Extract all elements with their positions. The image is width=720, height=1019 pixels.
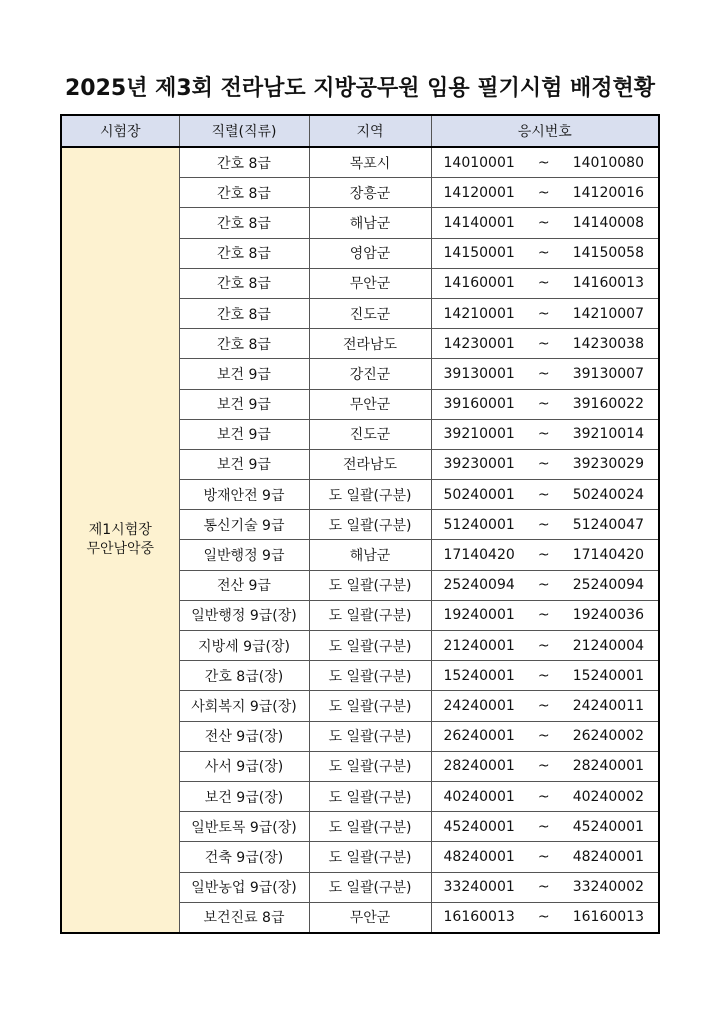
venue-school: 무안남악중 [86,540,155,557]
exam-number-from: 33240001 [443,879,515,896]
exam-number-cell [431,389,659,419]
region-cell: 도 일괄(구분) [309,570,431,600]
range-separator: ~ [537,245,550,262]
exam-number-to: 14160013 [572,275,644,292]
exam-number-from: 26240001 [443,728,515,745]
exam-number-from: 39210001 [443,426,515,443]
range-separator: ~ [537,728,550,745]
range-separator: ~ [537,275,550,292]
exam-number-from: 14210001 [443,305,515,322]
region-cell: 해남군 [309,540,431,570]
region-cell: 도 일괄(구분) [309,631,431,661]
range-separator: ~ [537,909,550,926]
position-cell: 보건진료 8급 [179,902,309,933]
range-separator: ~ [537,426,550,443]
exam-number-cell [431,661,659,691]
exam-number-from: 14140001 [443,214,515,231]
exam-number-from: 14010001 [443,154,515,171]
range-separator: ~ [537,637,550,654]
exam-number-to: 48240001 [572,848,644,865]
venue-name: 제1시험장 [88,521,152,538]
region-cell: 도 일괄(구분) [309,510,431,540]
exam-number-to: 14150058 [572,245,644,262]
exam-number-from: 45240001 [443,818,515,835]
region-cell: 영암군 [309,238,431,268]
exam-number-to: 39230029 [572,456,644,473]
range-separator: ~ [537,607,550,624]
exam-number-cell [431,600,659,630]
exam-number-to: 50240024 [572,486,644,503]
exam-number-to: 26240002 [572,728,644,745]
exam-number-to: 14140008 [572,214,644,231]
exam-number-cell [431,812,659,842]
header-position: 직렬(직류) [179,115,309,147]
region-cell: 진도군 [309,419,431,449]
exam-number-to: 39130007 [572,365,644,382]
exam-number-cell [431,178,659,208]
exam-number-from: 25240094 [443,577,515,594]
exam-number-cell [431,781,659,811]
region-cell: 도 일괄(구분) [309,781,431,811]
exam-number-to: 21240004 [572,637,644,654]
exam-number-to: 14230038 [572,335,644,352]
exam-number-from: 19240001 [443,607,515,624]
venue-cell [61,147,179,933]
region-cell: 장흥군 [309,178,431,208]
region-cell: 도 일괄(구분) [309,480,431,510]
range-separator: ~ [537,516,550,533]
position-cell: 보건 9급 [179,359,309,389]
region-cell: 도 일괄(구분) [309,842,431,872]
exam-number-to: 40240002 [572,788,644,805]
exam-number-cell [431,147,659,178]
region-cell: 도 일괄(구분) [309,721,431,751]
exam-number-cell [431,480,659,510]
region-cell: 도 일괄(구분) [309,751,431,781]
header-exam-number: 응시번호 [431,115,659,147]
range-separator: ~ [537,818,550,835]
exam-number-from: 14230001 [443,335,515,352]
range-separator: ~ [537,184,550,201]
exam-number-to: 14210007 [572,305,644,322]
range-separator: ~ [537,848,550,865]
table-body [61,147,659,933]
exam-number-cell [431,419,659,449]
header-venue: 시험장 [61,115,179,147]
exam-number-from: 17140420 [443,547,515,564]
exam-number-from: 14150001 [443,245,515,262]
exam-number-cell [431,631,659,661]
position-cell: 전산 9급 [179,570,309,600]
range-separator: ~ [537,396,550,413]
exam-number-from: 24240001 [443,697,515,714]
exam-number-to: 15240001 [572,667,644,684]
exam-number-from: 16160013 [443,909,515,926]
position-cell: 일반행정 9급(장) [179,600,309,630]
region-cell: 도 일괄(구분) [309,872,431,902]
range-separator: ~ [537,667,550,684]
table-row [61,147,659,178]
exam-number-cell [431,329,659,359]
region-cell: 도 일괄(구분) [309,691,431,721]
exam-number-to: 14010080 [572,154,644,171]
position-cell: 사회복지 9급(장) [179,691,309,721]
range-separator: ~ [537,456,550,473]
exam-number-cell [431,359,659,389]
exam-number-cell [431,449,659,479]
range-separator: ~ [537,154,550,171]
range-separator: ~ [537,214,550,231]
position-cell: 일반행정 9급 [179,540,309,570]
exam-number-cell [431,902,659,933]
exam-number-cell [431,510,659,540]
exam-number-from: 51240001 [443,516,515,533]
region-cell: 도 일괄(구분) [309,812,431,842]
range-separator: ~ [537,365,550,382]
exam-number-to: 39210014 [572,426,644,443]
exam-number-cell [431,298,659,328]
region-cell: 진도군 [309,298,431,328]
exam-number-from: 40240001 [443,788,515,805]
position-cell: 간호 8급 [179,178,309,208]
exam-number-cell [431,751,659,781]
position-cell: 간호 8급 [179,268,309,298]
exam-number-to: 51240047 [572,516,644,533]
region-cell: 강진군 [309,359,431,389]
region-cell: 무안군 [309,902,431,933]
exam-number-from: 50240001 [443,486,515,503]
header-row [61,115,659,147]
range-separator: ~ [537,577,550,594]
exam-number-from: 39160001 [443,396,515,413]
position-cell: 방재안전 9급 [179,480,309,510]
exam-number-to: 16160013 [572,909,644,926]
range-separator: ~ [537,547,550,564]
exam-number-cell [431,570,659,600]
position-cell: 통신기술 9급 [179,510,309,540]
exam-number-cell [431,540,659,570]
exam-number-to: 17140420 [572,547,644,564]
exam-number-from: 28240001 [443,758,515,775]
position-cell: 일반토목 9급(장) [179,812,309,842]
exam-number-to: 28240001 [572,758,644,775]
position-cell: 보건 9급 [179,419,309,449]
exam-number-from: 48240001 [443,848,515,865]
range-separator: ~ [537,305,550,322]
exam-number-from: 15240001 [443,667,515,684]
position-cell: 전산 9급(장) [179,721,309,751]
position-cell: 간호 8급 [179,298,309,328]
exam-number-from: 39130001 [443,365,515,382]
position-cell: 사서 9급(장) [179,751,309,781]
exam-number-from: 14120001 [443,184,515,201]
exam-number-to: 33240002 [572,879,644,896]
range-separator: ~ [537,758,550,775]
region-cell: 목포시 [309,147,431,178]
assignment-table [60,114,660,934]
position-cell: 건축 9급(장) [179,842,309,872]
exam-number-to: 24240011 [572,697,644,714]
exam-number-to: 14120016 [572,184,644,201]
region-cell: 도 일괄(구분) [309,600,431,630]
exam-number-to: 39160022 [572,396,644,413]
exam-number-cell [431,268,659,298]
exam-number-from: 14160001 [443,275,515,292]
exam-number-cell [431,721,659,751]
exam-number-cell [431,208,659,238]
position-cell: 간호 8급(장) [179,661,309,691]
position-cell: 보건 9급(장) [179,781,309,811]
position-cell: 간호 8급 [179,238,309,268]
region-cell: 무안군 [309,389,431,419]
region-cell: 전라남도 [309,449,431,479]
range-separator: ~ [537,486,550,503]
exam-number-from: 21240001 [443,637,515,654]
region-cell: 해남군 [309,208,431,238]
exam-number-cell [431,691,659,721]
position-cell: 지방세 9급(장) [179,631,309,661]
range-separator: ~ [537,335,550,352]
exam-number-cell [431,872,659,902]
position-cell: 간호 8급 [179,147,309,178]
region-cell: 도 일괄(구분) [309,661,431,691]
range-separator: ~ [537,697,550,714]
exam-number-to: 19240036 [572,607,644,624]
position-cell: 일반농업 9급(장) [179,872,309,902]
exam-number-cell [431,238,659,268]
region-cell: 무안군 [309,268,431,298]
position-cell: 간호 8급 [179,208,309,238]
region-cell: 전라남도 [309,329,431,359]
exam-number-to: 25240094 [572,577,644,594]
exam-number-from: 39230001 [443,456,515,473]
exam-number-to: 45240001 [572,818,644,835]
range-separator: ~ [537,788,550,805]
header-region: 지역 [309,115,431,147]
position-cell: 보건 9급 [179,449,309,479]
position-cell: 간호 8급 [179,329,309,359]
position-cell: 보건 9급 [179,389,309,419]
page-title: 2025년 제3회 전라남도 지방공무원 임용 필기시험 배정현황 [64,76,656,101]
exam-number-cell [431,842,659,872]
range-separator: ~ [537,879,550,896]
